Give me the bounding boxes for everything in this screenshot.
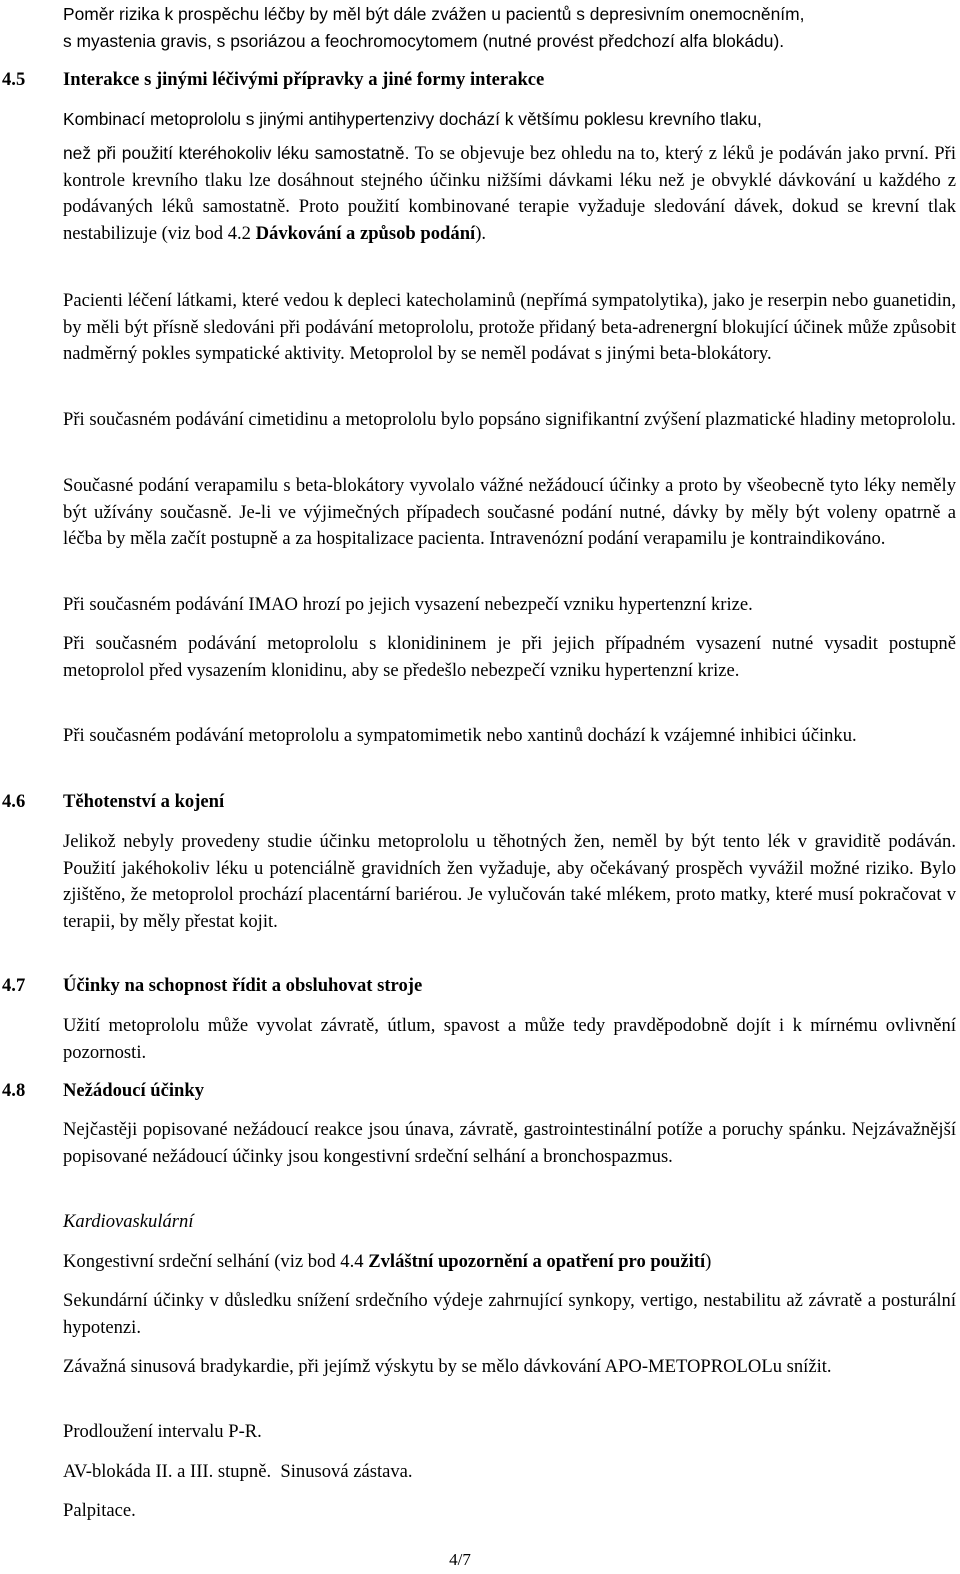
heading-4-8-title: Nežádoucí účinky [63, 1080, 205, 1101]
s48-paragraph-3: Sekundární účinky v důsledku snížení srdečního výdeje zahrnující synkopy, vertigo, nestabilitu až závratě a posturální hypotenzi. [63, 1290, 956, 1338]
intro-line-2: s myastenia gravis, s psoriázou a feochromocytomem (nutné provést předchozí alfa blokádu). [63, 30, 785, 51]
s45-p1-line-2: než při použití kteréhokoliv léku samostatně. [63, 143, 410, 163]
s45-paragraph-3: Při současném podávání cimetidinu a metoprololu bylo popsáno signifikantní zvýšení plazmatické hladiny metoprololu. [63, 409, 956, 430]
s45-paragraph-4: Současné podání verapamilu s beta-blokátory vyvolalo vážné nežádoucí účinky a proto by všeobecně tyto léky neměly být užívány současně. Je-li ve výjimečných případech současné podání nutné, dávky by měly být voleny opatrně a léčba by měla začít postupně a za hospitalizace pacienta. Intravenózní podání verapamilu je kontraindikováno. [63, 475, 956, 549]
page-number: 4/7 [449, 1550, 471, 1569]
intro-line-1: Poměr rizika k prospěchu léčby by měl být dále zvážen u pacientů s depresivním onemocněním, [63, 4, 805, 24]
s48-paragraph-4: Závažná sinusová bradykardie, při jejímž výskytu by se mělo dávkování APO-METOPROLOLu snížit. [63, 1356, 832, 1377]
s45-paragraph-2: Pacienti léčení látkami, které vedou k depleci katecholaminů (nepřímá sympatolytika), jako je reserpin nebo guanetidin, by měli být přísně sledováni při podávání metoprololu, protože přidaný beta-adrenergní blokující účinek může způsobit nadměrný pokles sympatické aktivity. Metoprolol by se neměl podávat s jinými beta-blokátory. [63, 290, 956, 364]
section-4-5-paragraph-1 [63, 105, 956, 247]
heading-4-7-title: Účinky na schopnost řídit a obsluhovat stroje [63, 975, 423, 996]
s48-paragraph-7: Palpitace. [63, 1500, 136, 1521]
s45-paragraph-6: Při současném podávání metoprololu s klonidininem je při jejich případném vysazení nutné vysadit postupně metoprolol před vysazením klonidinu, aby se předešlo nebezpečí vzniku hypertenzní krize. [63, 633, 956, 681]
s45-p1-text: To se objevuje bez ohledu na to, který z léků je podáván jako první. Při kontrole krevního tlaku lze dosáhnout stejného účinku nižšími dávkami léku než je obvyklé dávkování u každého z podávaných léků samostatně. Proto použití kombinované terapie vyžaduje sledování dávek, dokud se krevní tlak nestabilizuje (viz bod 4.2 [63, 143, 956, 244]
s48-paragraph-2 [63, 1249, 956, 1276]
s45-paragraph-7: Při současném podávání metoprololu a sympatomimetik nebo xantinů dochází k vzájemné inhibici účinku. [63, 725, 857, 746]
s48-paragraph-6: AV-blokáda II. a III. stupně. Sinusová zástava. [63, 1461, 413, 1482]
s46-paragraph-1: Jelikož nebyly provedeny studie účinku metoprololu u těhotných žen, neměl by být tento lék v graviditě podáván. Použití jakéhokoliv léku u potenciálně gravidních žen vyžaduje, aby očekávaný prospěch vyvážil možné riziko. Bylo zjištěno, že metoprolol prochází placentární bariérou. Je vylučován také mlékem, proto matky, které musí pokračovat v terapii, by měly přestat kojit. [63, 831, 956, 932]
s48-p2-ref: Zvláštní upozornění a opatření pro použití [368, 1251, 706, 1272]
heading-4-5-number: 4.5 [2, 69, 26, 90]
s45-paragraph-5: Při současném podávání IMAO hrozí po jejich vysazení nebezpečí vzniku hypertenzní krize. [63, 594, 753, 615]
s48-subheading-cardio: Kardiovaskulární [63, 1211, 194, 1232]
heading-4-6-title: Těhotenství a kojení [63, 791, 225, 812]
intro-paragraph [63, 1, 956, 54]
s48-paragraph-1: Nejčastěji popisované nežádoucí reakce jsou únava, závratě, gastrointestinální potíže a poruchy spánku. Nejzávažnější popisované nežádoucí účinky jsou kongestivní srdeční selhání a bronchospazmus. [63, 1119, 956, 1167]
s48-p2-pre: Kongestivní srdeční selhání (viz bod 4.4 [63, 1251, 369, 1272]
s47-paragraph-1: Užití metoprololu může vyvolat závratě, útlum, spavost a může tedy pravděpodobně dojít i k mírnému ovlivnění pozornosti. [63, 1015, 956, 1063]
s48-paragraph-5: Prodloužení intervalu P-R. [63, 1421, 262, 1442]
s45-p1-end: ). [475, 222, 487, 244]
s45-p1-line-1: Kombinací metoprololu s jinými antihypertenzivy dochází k většímu poklesu krevního tlaku, [63, 109, 762, 129]
heading-4-7-number: 4.7 [2, 975, 26, 996]
heading-4-8-number: 4.8 [2, 1080, 26, 1101]
s48-p2-post: ) [705, 1251, 712, 1272]
heading-4-5-title: Interakce s jinými léčivými přípravky a jiné formy interakce [63, 69, 545, 90]
heading-4-6-number: 4.6 [2, 791, 26, 812]
s45-p1-ref: Dávkování a způsob podání [255, 222, 476, 244]
